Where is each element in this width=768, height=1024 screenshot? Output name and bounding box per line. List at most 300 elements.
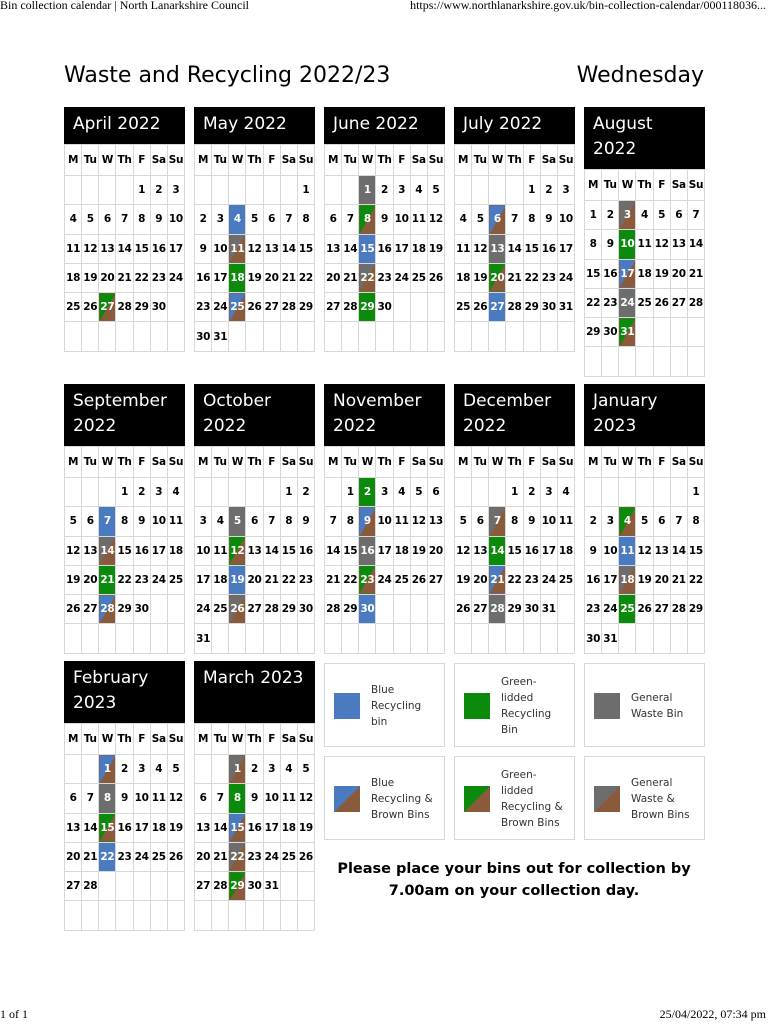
week-row (585, 507, 705, 536)
month-calendar (584, 384, 705, 654)
day-cell: 8 (523, 205, 540, 234)
day-cell (212, 176, 229, 205)
day-cell: 11 (410, 205, 427, 234)
day-cell (150, 322, 167, 351)
weekday-label: W (229, 724, 246, 755)
month-title: December 2022 (454, 384, 575, 446)
day-cell: 17 (263, 813, 280, 842)
collection-day-cell: 8 (359, 205, 376, 234)
day-cell: 25 (150, 842, 167, 871)
collection-day-cell: 15 (99, 813, 116, 842)
day-cell (653, 318, 670, 347)
collection-day-cell: 10 (619, 230, 636, 259)
day-cell (670, 318, 687, 347)
day-cell: 29 (297, 293, 314, 322)
day-cell: 21 (212, 842, 229, 871)
legend-swatch (334, 786, 360, 812)
day-cell: 28 (280, 293, 297, 322)
day-cell: 9 (150, 205, 167, 234)
day-cell (82, 176, 99, 205)
month-table (64, 723, 185, 931)
day-cell: 22 (342, 565, 359, 594)
collection-day-cell: 14 (489, 536, 506, 565)
day-cell (246, 322, 263, 351)
day-cell: 30 (133, 595, 150, 624)
day-cell: 5 (82, 205, 99, 234)
weekday-label: Th (636, 170, 653, 201)
weekday-label: Tu (82, 724, 99, 755)
day-cell (167, 624, 184, 653)
day-cell: 14 (670, 536, 687, 565)
day-cell: 7 (342, 205, 359, 234)
collection-day-cell: 30 (359, 595, 376, 624)
day-cell: 23 (602, 288, 619, 317)
week-row (455, 234, 575, 263)
weekday-label: Sa (540, 145, 557, 176)
day-cell: 3 (133, 755, 150, 784)
day-cell: 24 (133, 842, 150, 871)
day-cell: 28 (670, 595, 687, 624)
day-cell (82, 901, 99, 930)
day-cell: 9 (585, 536, 602, 565)
collection-day-cell: 8 (229, 784, 246, 813)
day-cell: 28 (82, 872, 99, 901)
day-cell: 13 (195, 813, 212, 842)
day-cell (585, 347, 602, 376)
day-cell: 9 (376, 205, 393, 234)
day-cell: 3 (602, 507, 619, 536)
day-cell (585, 478, 602, 507)
day-cell: 22 (280, 565, 297, 594)
day-cell (393, 595, 410, 624)
day-cell: 23 (195, 293, 212, 322)
collection-day-cell: 16 (359, 536, 376, 565)
day-cell (263, 901, 280, 930)
week-row (195, 322, 315, 351)
week-row (325, 507, 445, 536)
day-cell: 25 (65, 293, 82, 322)
month-title: November 2022 (324, 384, 445, 446)
day-cell (410, 595, 427, 624)
collection-day-cell: 13 (489, 234, 506, 263)
day-cell: 12 (65, 536, 82, 565)
day-cell (523, 624, 540, 653)
month-calendar (324, 107, 445, 352)
week-row (65, 478, 185, 507)
day-cell (280, 176, 297, 205)
collection-day-cell: 23 (359, 565, 376, 594)
day-cell: 5 (427, 176, 444, 205)
day-cell (636, 478, 653, 507)
day-cell (246, 901, 263, 930)
legend-label-line: Brown Bins (371, 809, 430, 821)
day-cell: 15 (585, 259, 602, 288)
day-cell: 24 (376, 565, 393, 594)
weekday-label: F (263, 447, 280, 478)
month-table (194, 723, 315, 931)
day-cell: 28 (506, 293, 523, 322)
week-row (195, 813, 315, 842)
day-cell: 30 (150, 293, 167, 322)
day-cell: 14 (212, 813, 229, 842)
day-cell: 31 (540, 595, 557, 624)
day-cell: 3 (212, 205, 229, 234)
week-row (325, 595, 445, 624)
week-row (195, 784, 315, 813)
weekday-row (195, 145, 315, 176)
weekday-label: W (99, 145, 116, 176)
day-cell (229, 176, 246, 205)
week-row (65, 842, 185, 871)
day-cell (687, 624, 704, 653)
weekday-label: W (619, 170, 636, 201)
day-cell (472, 478, 489, 507)
day-cell (99, 901, 116, 930)
week-row (455, 507, 575, 536)
day-cell (297, 901, 314, 930)
day-cell (116, 322, 133, 351)
day-cell: 30 (523, 595, 540, 624)
day-cell: 25 (557, 565, 574, 594)
day-cell: 19 (636, 565, 653, 594)
day-cell: 19 (82, 263, 99, 292)
day-cell: 4 (150, 755, 167, 784)
day-cell (376, 595, 393, 624)
collection-day-cell: 22 (359, 263, 376, 292)
day-cell (636, 347, 653, 376)
day-cell (410, 624, 427, 653)
collection-day-cell: 15 (359, 234, 376, 263)
weekday-label: Su (167, 447, 184, 478)
day-cell (687, 318, 704, 347)
day-cell: 13 (263, 234, 280, 263)
week-row (325, 293, 445, 322)
day-cell: 29 (116, 595, 133, 624)
day-cell: 5 (472, 205, 489, 234)
day-cell: 23 (116, 842, 133, 871)
legend-label (501, 767, 571, 831)
day-cell (506, 322, 523, 351)
weekday-label: F (523, 145, 540, 176)
day-cell: 22 (585, 288, 602, 317)
day-cell (359, 624, 376, 653)
weekday-label: Sa (670, 447, 687, 478)
weekday-label: Tu (472, 447, 489, 478)
day-cell (393, 293, 410, 322)
day-cell: 3 (393, 176, 410, 205)
day-cell (99, 478, 116, 507)
day-cell (167, 901, 184, 930)
day-cell: 23 (540, 263, 557, 292)
day-cell (65, 901, 82, 930)
week-row (585, 259, 705, 288)
legend-label (371, 682, 441, 730)
day-cell (325, 176, 342, 205)
month-title: June 2022 (324, 107, 445, 144)
legend-label-line: lidded (501, 692, 534, 704)
day-cell: 15 (116, 536, 133, 565)
day-cell: 11 (280, 784, 297, 813)
day-cell: 27 (427, 565, 444, 594)
legend-label (631, 690, 701, 722)
day-cell: 4 (636, 201, 653, 230)
day-cell: 18 (636, 259, 653, 288)
day-cell: 16 (133, 536, 150, 565)
weekday-label: Sa (150, 145, 167, 176)
day-cell (455, 624, 472, 653)
day-cell: 2 (246, 755, 263, 784)
day-cell: 4 (212, 507, 229, 536)
weekday-label: Su (687, 447, 704, 478)
day-cell: 5 (410, 478, 427, 507)
legend-label-line: Recycling (371, 700, 422, 712)
day-cell (195, 755, 212, 784)
legend-label-line: lidded (501, 785, 534, 797)
weekday-label: M (65, 724, 82, 755)
day-cell: 14 (82, 813, 99, 842)
legend-label-line: Recycling & (371, 793, 433, 805)
collection-day-cell: 1 (359, 176, 376, 205)
weekday-label: F (263, 724, 280, 755)
day-cell (82, 755, 99, 784)
week-row (195, 293, 315, 322)
day-cell: 1 (342, 478, 359, 507)
day-cell (263, 322, 280, 351)
day-cell: 28 (116, 293, 133, 322)
legend-label-line: Recycling (501, 708, 552, 720)
month-table (64, 446, 185, 654)
weekday-label: W (619, 447, 636, 478)
week-row (585, 288, 705, 317)
day-cell: 9 (297, 507, 314, 536)
weekday-label: M (455, 145, 472, 176)
day-cell: 12 (297, 784, 314, 813)
day-cell: 6 (99, 205, 116, 234)
day-cell: 16 (376, 234, 393, 263)
month-calendar (64, 107, 185, 352)
day-cell (653, 347, 670, 376)
day-cell: 21 (687, 259, 704, 288)
weekday-label: Th (246, 145, 263, 176)
weekday-row (585, 170, 705, 201)
day-cell: 7 (280, 205, 297, 234)
day-cell: 10 (212, 234, 229, 263)
week-row (325, 624, 445, 653)
week-row (585, 624, 705, 653)
weekday-label: F (653, 170, 670, 201)
day-cell (455, 322, 472, 351)
weekday-label: Th (506, 447, 523, 478)
day-cell: 14 (325, 536, 342, 565)
day-cell: 16 (116, 813, 133, 842)
day-cell: 17 (167, 234, 184, 263)
day-cell: 14 (280, 234, 297, 263)
print-header (0, 0, 768, 14)
month-table (324, 144, 445, 352)
weekday-label: F (653, 447, 670, 478)
day-cell: 18 (280, 813, 297, 842)
weekday-row (455, 145, 575, 176)
day-cell: 28 (263, 595, 280, 624)
week-row (585, 347, 705, 376)
week-row (195, 176, 315, 205)
collection-day-cell: 20 (489, 263, 506, 292)
weekday-label: W (359, 145, 376, 176)
day-cell: 7 (263, 507, 280, 536)
day-cell: 14 (263, 536, 280, 565)
print-footer (0, 1006, 768, 1022)
collection-day-cell: 14 (99, 536, 116, 565)
collection-day-cell: 29 (229, 872, 246, 901)
month-calendar (454, 107, 575, 352)
day-cell (427, 624, 444, 653)
day-cell: 5 (636, 507, 653, 536)
week-row (195, 872, 315, 901)
collection-day-cell: 7 (489, 507, 506, 536)
weekday-row (325, 447, 445, 478)
day-cell (212, 901, 229, 930)
day-cell: 16 (246, 813, 263, 842)
week-row (195, 234, 315, 263)
week-row (455, 624, 575, 653)
day-cell: 20 (99, 263, 116, 292)
print-timestamp: 25/04/2022, 07:34 pm (659, 1007, 766, 1021)
day-cell (99, 322, 116, 351)
day-cell: 26 (653, 288, 670, 317)
legend-item (324, 663, 445, 747)
day-cell: 4 (65, 205, 82, 234)
day-cell (116, 901, 133, 930)
day-cell (195, 478, 212, 507)
day-cell: 12 (472, 234, 489, 263)
legend-label-line: Bin (501, 724, 518, 736)
day-cell (506, 176, 523, 205)
weekday-label: Tu (82, 145, 99, 176)
day-cell: 8 (506, 507, 523, 536)
day-cell (150, 901, 167, 930)
week-row (65, 624, 185, 653)
weekday-label: W (359, 447, 376, 478)
weekday-label: Th (116, 447, 133, 478)
day-cell (65, 755, 82, 784)
month-title: October 2022 (194, 384, 315, 446)
day-cell: 29 (342, 595, 359, 624)
weekday-label: Th (376, 145, 393, 176)
week-row (455, 205, 575, 234)
week-row (325, 322, 445, 351)
day-cell: 19 (65, 565, 82, 594)
day-cell: 26 (246, 293, 263, 322)
day-cell: 18 (557, 536, 574, 565)
day-cell: 21 (342, 263, 359, 292)
day-cell: 8 (687, 507, 704, 536)
day-cell: 6 (263, 205, 280, 234)
weekday-label: Th (116, 724, 133, 755)
day-cell (602, 347, 619, 376)
day-cell (133, 872, 150, 901)
day-cell: 24 (195, 595, 212, 624)
weekday-label: F (393, 145, 410, 176)
collection-day-cell: 27 (489, 293, 506, 322)
day-cell: 4 (393, 478, 410, 507)
month-table (194, 144, 315, 352)
day-cell: 3 (263, 755, 280, 784)
legend-swatch (594, 693, 620, 719)
month-table (324, 446, 445, 654)
day-cell: 18 (150, 813, 167, 842)
day-cell: 27 (246, 595, 263, 624)
weekday-label: W (489, 145, 506, 176)
week-row (455, 322, 575, 351)
week-row (455, 293, 575, 322)
collection-day: Wednesday (576, 63, 704, 88)
day-cell: 10 (263, 784, 280, 813)
day-cell: 17 (602, 565, 619, 594)
day-cell: 2 (602, 201, 619, 230)
legend-label-line: Green- (501, 676, 537, 688)
weekday-label: Sa (280, 145, 297, 176)
day-cell: 11 (65, 234, 82, 263)
day-cell: 1 (687, 478, 704, 507)
day-cell: 23 (585, 595, 602, 624)
day-cell: 7 (82, 784, 99, 813)
day-cell: 18 (167, 536, 184, 565)
day-cell (472, 322, 489, 351)
day-cell: 28 (342, 293, 359, 322)
day-cell (427, 322, 444, 351)
day-cell: 7 (670, 507, 687, 536)
day-cell: 31 (212, 322, 229, 351)
weekday-label: Sa (410, 447, 427, 478)
month-calendar (194, 107, 315, 352)
weekday-label: Tu (472, 145, 489, 176)
collection-note: Please place your bins out for collection by 7.00am on your collection day. (337, 861, 691, 899)
day-cell: 17 (195, 565, 212, 594)
day-cell (150, 872, 167, 901)
collection-day-cell: 17 (619, 259, 636, 288)
day-cell: 20 (246, 565, 263, 594)
day-cell: 27 (472, 595, 489, 624)
day-cell (636, 318, 653, 347)
day-cell (342, 176, 359, 205)
collection-day-cell: 18 (619, 565, 636, 594)
day-cell (342, 322, 359, 351)
day-cell: 10 (150, 507, 167, 536)
day-cell: 17 (540, 536, 557, 565)
day-cell: 14 (116, 234, 133, 263)
day-cell (427, 595, 444, 624)
day-cell: 13 (246, 536, 263, 565)
day-cell (325, 478, 342, 507)
weekday-row (65, 724, 185, 755)
month-calendar (64, 384, 185, 654)
day-cell: 29 (687, 595, 704, 624)
day-cell: 25 (167, 565, 184, 594)
day-cell: 19 (427, 234, 444, 263)
day-cell: 20 (82, 565, 99, 594)
collection-day-cell: 21 (489, 565, 506, 594)
day-cell (376, 624, 393, 653)
weekday-label: Th (116, 145, 133, 176)
week-row (65, 176, 185, 205)
month-title: May 2022 (194, 107, 315, 144)
weekday-label: Th (506, 145, 523, 176)
day-cell (229, 901, 246, 930)
day-cell: 23 (150, 263, 167, 292)
collection-day-cell: 12 (229, 536, 246, 565)
week-row (65, 205, 185, 234)
day-cell: 28 (212, 872, 229, 901)
